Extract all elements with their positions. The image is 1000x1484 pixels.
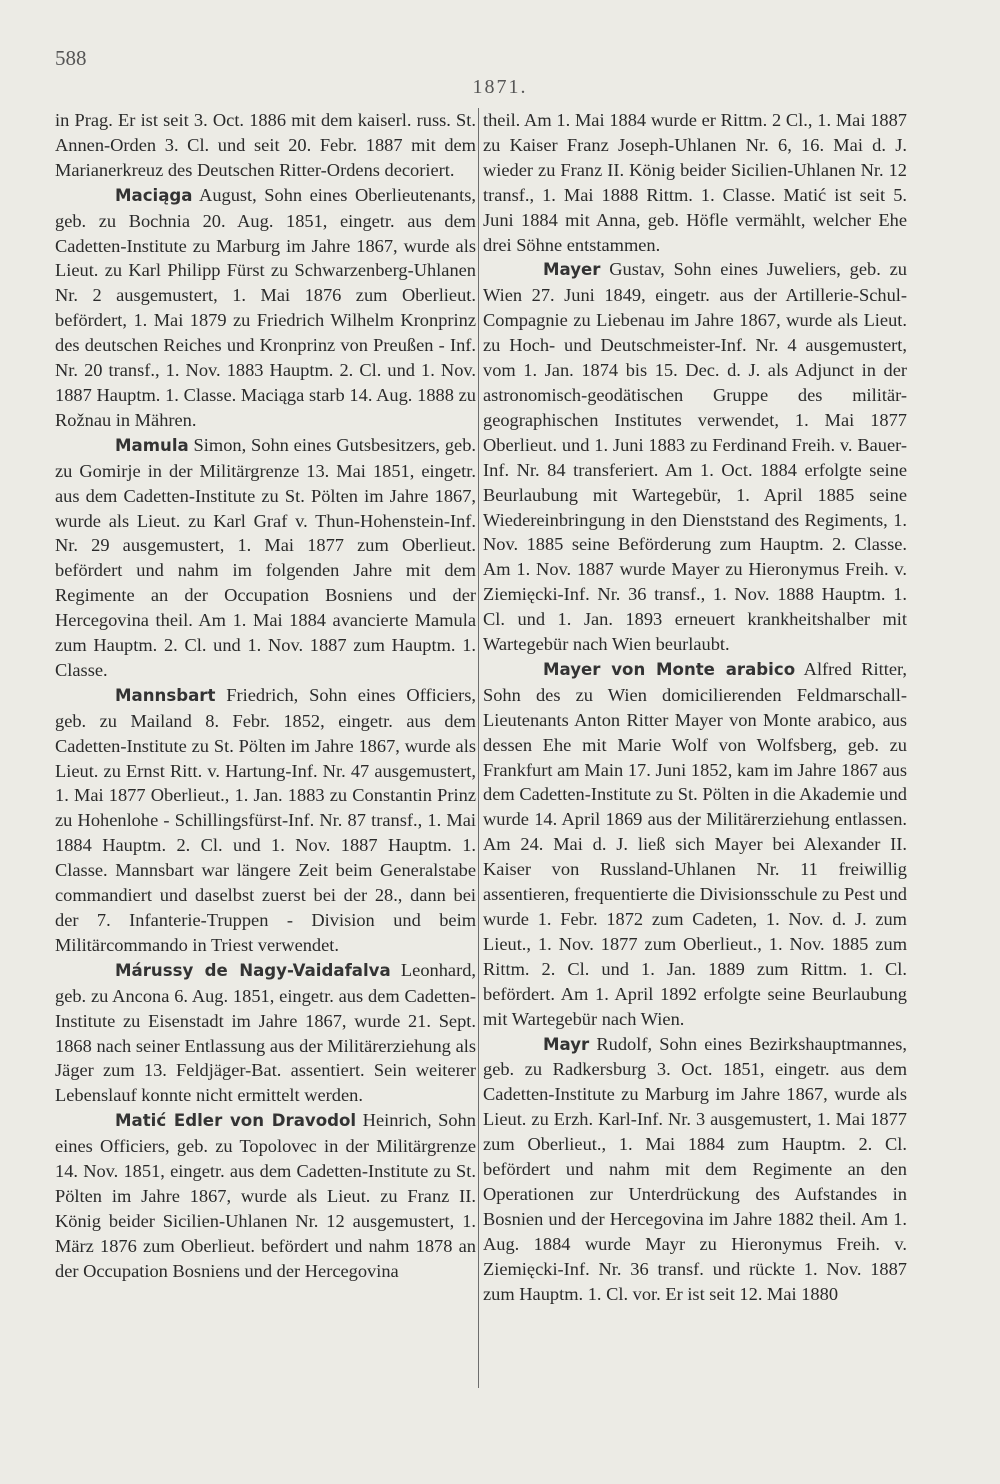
entry-name: Mayer von Monte arabico [543, 659, 796, 679]
entry-text: Heinrich, Sohn eines Officiers, geb. zu Topolovec in der Militärgrenze 14. Nov. 1851, eingetr. aus dem Cadetten-Institute zu St. Pölten im Jahre 1867, wurde als Lieut. zu Franz II. König beider Sicilien-Uhlanen Nr. 12 ausgemustert, 1. März 1876 zum Oberlieut. befördert und nahm 1878 an der Occupation Bosniens und der Hercegovina [55, 1110, 476, 1281]
entry-text: theil. Am 1. Mai 1884 wurde er Rittm. 2 Cl., 1. Mai 1887 zu Kaiser Franz Joseph-Uhlanen Nr. 6, 16. Mai d. J. wieder zu Franz II. König beider Sicilien-Uhlanen Nr. 12 transf., 1. Mai 1888 Rittm. 1. Classe. Matić ist seit 5. Juni 1884 mit Anna, geb. Höfle vermählt, welcher Ehe drei Söhne entstammen. [483, 110, 907, 255]
entry-text: Simon, Sohn eines Gutsbesitzers, geb. zu Gomirje in der Militärgrenze 13. Mai 1851, eingetr. aus dem Cadetten-Institute zu St. Pölten im Jahre 1867, wurde als Lieut. zu Karl Graf v. Thun-Hohenstein-Inf. Nr. 29 ausgemustert, 1. Mai 1877 zum Oberlieut. befördert und nahm im folgenden Jahre mit dem Regimente an der Occupation Bosniens und der Hercegovina theil. Am 1. Mai 1884 avancierte Mamula zum Hauptm. 2. Cl. und 1. Nov. 1887 zum Hauptm. 1. Classe. [55, 434, 476, 680]
entry-maciaga [55, 183, 476, 433]
right-column [483, 108, 907, 1307]
entry-text: Friedrich, Sohn eines Officiers, geb. zu Mailand 8. Febr. 1852, eingetr. aus dem Cadetten-Institute zu St. Pölten im Jahre 1867, wurde als Lieut. zu Ernst Ritt. v. Hartung-Inf. Nr. 47 ausgemustert, 1. Mai 1877 Oberlieut., 1. Jan. 1883 zu Constantin Prinz zu Hohenlohe - Schillingsfürst-Inf. Nr. 87 transf., 1. Mai 1884 Hauptm. 2. Cl. und 1. Nov. 1887 Hauptm. 1. Classe. Mannsbart war längere Zeit beim Generalstabe commandiert und daselbst zuerst bei der 28., dann bei der 7. Infanterie-Truppen - Division und beim Militärcommando in Triest verwendet. [55, 684, 476, 955]
entry-continuation [55, 108, 476, 183]
entry-text: Alfred Ritter, Sohn des zu Wien domicilierenden Feldmarschall-Lieutenants Anton Ritter Mayer von Monte arabico, aus dessen Ehe mit Marie Wolf von Wolfsberg, geb. zu Frankfurt am Main 17. Juni 1852, kam im Jahre 1867 aus dem Cadetten-Institute zu St. Pölten in die Akademie und wurde 14. April 1869 aus der Militärerziehung entlassen. Am 24. Mai d. J. ließ sich Mayer bei Alexander II. Kaiser von Russland-Uhlanen Nr. 11 freiwillig assentieren, frequentierte die Divisionsschule zu Pest und wurde 1. Febr. 1872 zum Cadeten, 1. Nov. d. J. zum Lieut., 1. Nov. 1877 zum Oberlieut., 1. Nov. 1885 zum Rittm. 2. Cl. und 1. Jan. 1889 zum Rittm. 1. Cl. befördert. Am 1. April 1892 erfolgte seine Beurlaubung mit Wartegebür nach Wien. [483, 658, 908, 1029]
entry-continuation [483, 108, 907, 257]
entry-marussy [55, 958, 476, 1108]
entry-mayr [483, 1032, 907, 1307]
entry-name: Maciąga [115, 185, 193, 205]
entry-text: Gustav, Sohn eines Juweliers, geb. zu Wien 27. Juni 1849, eingetr. aus der Artillerie-Schul-Compagnie zu Liebenau im Jahre 1867, wurde als Lieut. zu Hoch- und Deutschmeister-Inf. Nr. 4 ausgemustert, vom 1. Jan. 1874 bis 15. Dec. d. J. als Adjunct in der astronomisch-geodätischen Gruppe des militär-geographischen Institutes verwendet, 1. Mai 1877 Oberlieut. und 1. Juni 1883 zu Ferdinand Freih. v. Bauer-Inf. Nr. 84 transferiert. Am 1. Oct. 1884 erfolgte seine Beurlaubung mit Wartegebür, 1. April 1885 seine Wiedereinbringung in den Dienststand des Regiments, 1. Nov. 1885 seine Beförderung zum Hauptm. 2. Classe. Am 1. Nov. 1887 wurde Mayer zu Hieronymus Freih. v. Ziemięcki-Inf. Nr. 36 transf., 1. Nov. 1888 Hauptm. 1. Cl. und 1. Jan. 1893 erneuert krankheitshalber mit Wartegebür nach Wien beurlaubt. [483, 259, 907, 655]
entry-text: Leonhard, geb. zu Ancona 6. Aug. 1851, eingetr. aus dem Cadetten-Institute zu Eisenstadt im Jahre 1867, wurde 21. Sept. 1868 nach seiner Entlassung aus der Militärerziehung als Jäger zum 13. Feldjäger-Bat. assentiert. Sein weiterer Lebenslauf konnte nicht ermittelt werden. [55, 959, 476, 1106]
year-header: 1871. [472, 76, 528, 98]
entry-name: Márussy de Nagy-Vaidafalva [115, 960, 391, 980]
column-divider [478, 108, 479, 1388]
entry-name: Mayr [543, 1034, 590, 1054]
left-column [55, 108, 476, 1284]
entry-mamula [55, 433, 476, 683]
entry-text: Rudolf, Sohn eines Bezirkshauptmannes, geb. zu Radkersburg 3. Oct. 1851, eingetr. aus dem Cadetten-Institute zu Marburg im Jahre 1867, wurde als Lieut. zu Erzh. Karl-Inf. Nr. 3 ausgemustert, 1. Mai 1877 zum Oberlieut., 1. Mai 1884 zum Hauptm. 2. Cl. befördert und nahm mit dem Regimente an den Operationen zur Unterdrückung des Aufstandes in Bosnien und der Hercegovina im Jahre 1882 theil. Am 1. Aug. 1884 wurde Mayr zu Hieronymus Freih. v. Ziemięcki-Inf. Nr. 36 transf. und rückte 1. Nov. 1887 zum Hauptm. 1. Cl. vor. Er ist seit 12. Mai 1880 [483, 1033, 907, 1304]
entry-name: Mamula [115, 435, 189, 455]
entry-text: August, Sohn eines Oberlieutenants, geb. zu Bochnia 20. Aug. 1851, eingetr. aus dem Cadetten-Institute zu Marburg im Jahre 1867, wurde als Lieut. zu Karl Philipp Fürst zu Schwarzenberg-Uhlanen Nr. 2 ausgemustert, 1. Mai 1876 zum Oberlieut. befördert, 1. Mai 1879 zu Friedrich Wilhelm Kronprinz des deutschen Reiches und Kronprinz von Preußen - Inf. Nr. 20 transf., 1. Nov. 1883 Hauptm. 2. Cl. und 1. Nov. 1887 Hauptm. 1. Classe. Maciąga starb 14. Aug. 1888 zu Rožnau in Mähren. [55, 184, 476, 430]
page-number: 588 [55, 46, 87, 70]
entry-matic [55, 1108, 476, 1283]
entry-mannsbart [55, 683, 476, 958]
entry-name: Matić Edler von Dravodol [115, 1111, 357, 1131]
entry-mayer-von-monte-arabico [483, 657, 907, 1032]
entry-text: in Prag. Er ist seit 3. Oct. 1886 mit dem kaiserl. russ. St. Annen-Orden 3. Cl. und seit 20. Febr. 1887 mit dem Marianerkreuz des Deutschen Ritter-Ordens decoriert. [55, 110, 476, 180]
entry-name: Mayer [543, 260, 601, 280]
entry-mayer [483, 257, 907, 657]
entry-name: Mannsbart [115, 685, 216, 705]
